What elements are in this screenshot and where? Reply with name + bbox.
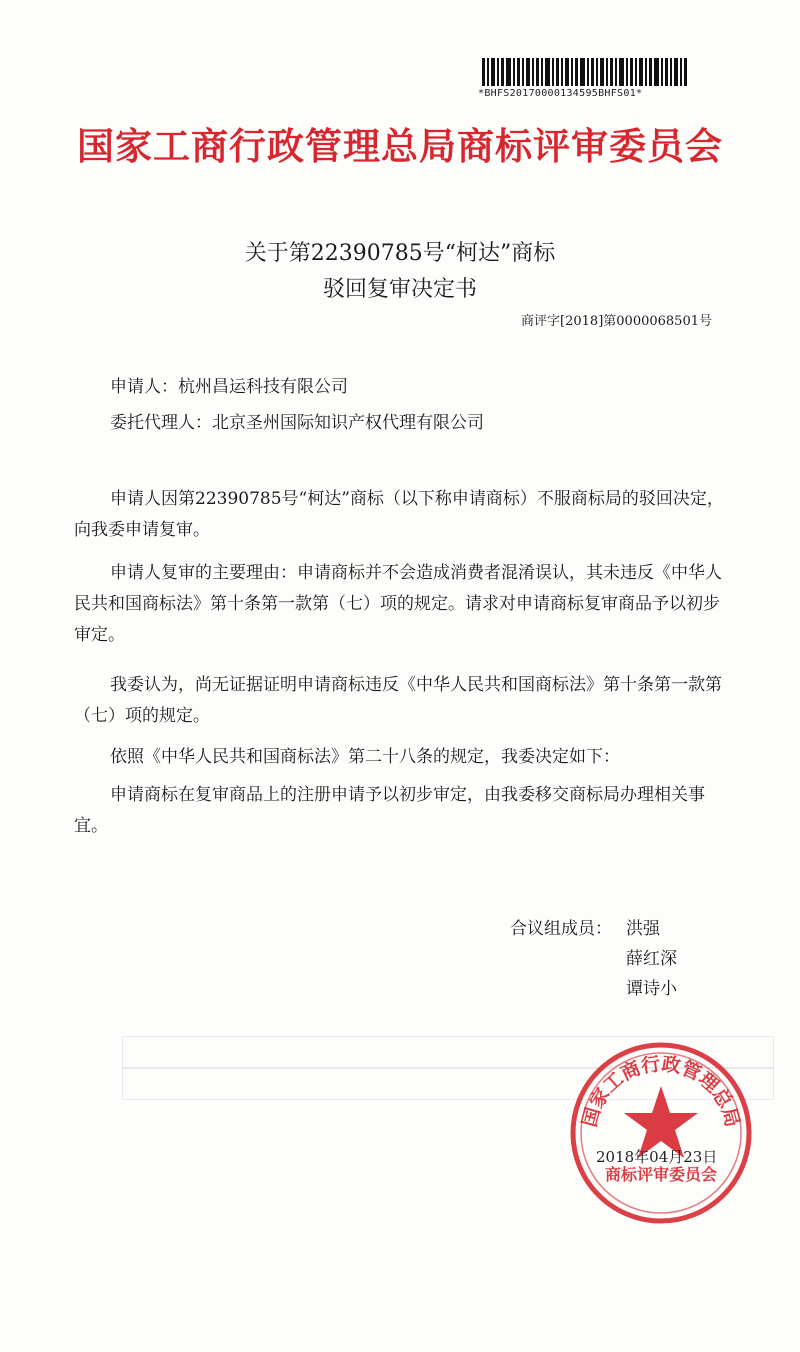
panel-member: 洪强 [626, 919, 660, 939]
paragraph-decision: 申请商标在复审商品上的注册申请予以初步审定，由我委移交商标局办理相关事宜。 [74, 785, 705, 836]
barcode-graphic [482, 58, 687, 86]
seal-bottom-text: 商标评审委员会 [604, 1165, 718, 1184]
barcode-number: *BHFS20170000134595BHFS01* [478, 88, 643, 99]
applicant-line: 申请人：杭州昌运科技有限公司 [110, 377, 348, 397]
document-title-line2: 驳回复审决定书 [322, 277, 477, 302]
issuing-organization: 国家工商行政管理总局商标评审委员会 [77, 125, 723, 168]
agent-line: 委托代理人：北京圣州国际知识产权代理有限公司 [110, 413, 484, 433]
panel-member: 谭诗小 [626, 979, 677, 999]
official-seal [566, 1038, 756, 1228]
document-title-line1: 关于第22390785号“柯达”商标 [244, 241, 556, 266]
paragraph-legal-basis: 依照《中华人民共和国商标法》第二十八条的规定，我委决定如下： [110, 747, 620, 767]
panel-label: 合议组成员： [510, 919, 612, 939]
panel-member: 薛红深 [626, 949, 677, 969]
paragraph-committee-opinion: 我委认为，尚无证据证明申请商标违反《中华人民共和国商标法》第十条第一款第（七）项的规定。 [74, 675, 722, 726]
paragraph-background: 申请人因第22390785号“柯达”商标（以下称申请商标）不服商标局的驳回决定，向我委申请复审。 [74, 489, 724, 540]
barcode [478, 58, 693, 99]
document-number: 商评字[2018]第0000068501号 [521, 314, 712, 329]
paragraph-applicant-reasons: 申请人复审的主要理由：申请商标并不会造成消费者混淆误认，其未违反《中华人民共和国商标法》第十条第一款第（七）项的规定。请求对申请商标复审商品予以初步审定。 [74, 563, 722, 645]
seal-arc-text: 国家工商行政管理总局 [578, 1053, 744, 1130]
issue-date: 2018年04月23日 [596, 1148, 718, 1166]
